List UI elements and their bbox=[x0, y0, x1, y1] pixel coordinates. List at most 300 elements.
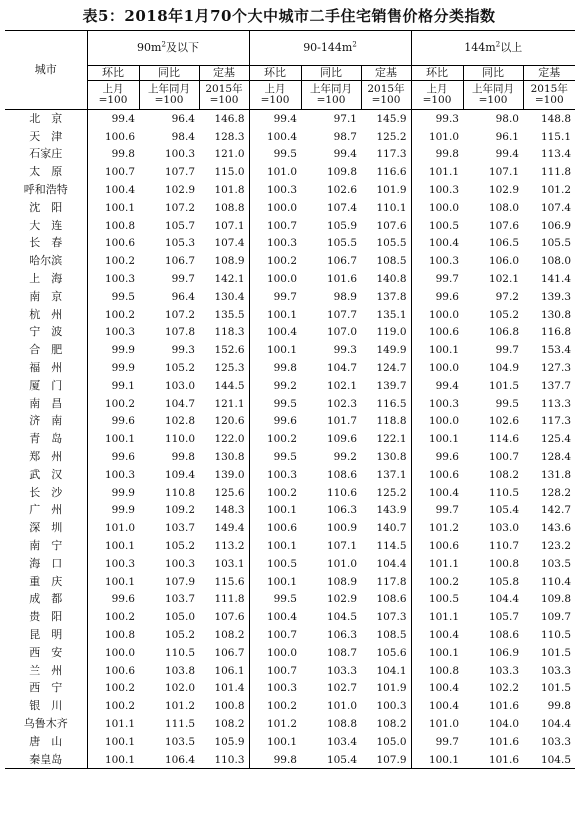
index-value: 100.3 bbox=[428, 255, 459, 268]
table-row bbox=[5, 110, 575, 128]
index-value: 100.1 bbox=[104, 201, 135, 214]
index-value: 103.1 bbox=[199, 555, 249, 573]
index-value: 101.1 bbox=[428, 166, 459, 179]
index-value: 100.7 bbox=[488, 451, 519, 464]
index-value: 101.0 bbox=[428, 717, 459, 730]
index-value: 107.1 bbox=[326, 540, 357, 553]
city-name: 沈 阳 bbox=[5, 199, 87, 217]
index-value: 100.3 bbox=[164, 148, 195, 161]
table-row bbox=[5, 430, 575, 448]
index-value: 99.9 bbox=[111, 362, 135, 375]
index-value: 100.1 bbox=[266, 575, 297, 588]
table-row bbox=[5, 341, 575, 359]
index-value: 100.3 bbox=[104, 326, 135, 339]
index-value: 100.2 bbox=[266, 433, 297, 446]
index-value: 148.8 bbox=[540, 112, 571, 125]
index-value: 97.2 bbox=[495, 290, 519, 303]
index-value: 124.7 bbox=[361, 359, 411, 377]
table-row bbox=[5, 288, 575, 306]
index-value: 96.4 bbox=[171, 290, 195, 303]
index-value: 125.2 bbox=[361, 484, 411, 502]
index-value: 101.2 bbox=[540, 184, 571, 197]
index-value: 99.7 bbox=[435, 273, 459, 286]
index-value: 100.1 bbox=[104, 540, 135, 553]
index-value: 143.6 bbox=[540, 522, 571, 535]
basis-line-1: 上年同月 bbox=[148, 83, 190, 95]
table-row bbox=[5, 466, 575, 484]
index-value: 117.8 bbox=[361, 573, 411, 591]
index-value: 125.2 bbox=[361, 128, 411, 146]
index-value: 101.6 bbox=[326, 273, 357, 286]
index-value: 100.2 bbox=[104, 611, 135, 624]
index-value: 106.5 bbox=[488, 237, 519, 250]
index-value: 105.9 bbox=[199, 733, 249, 751]
index-value: 105.4 bbox=[488, 504, 519, 517]
table-row bbox=[5, 697, 575, 715]
index-value: 100.3 bbox=[266, 682, 297, 695]
table-row bbox=[5, 680, 575, 698]
city-name: 呼和浩特 bbox=[5, 181, 87, 199]
index-value: 125.4 bbox=[540, 433, 571, 446]
index-value: 99.6 bbox=[111, 451, 135, 464]
index-value: 103.0 bbox=[488, 522, 519, 535]
index-value: 110.6 bbox=[326, 486, 357, 499]
index-value: 103.0 bbox=[164, 379, 195, 392]
table-row bbox=[5, 252, 575, 270]
city-name: 长 春 bbox=[5, 235, 87, 253]
index-type-header: 同比 bbox=[301, 66, 361, 81]
index-value: 146.8 bbox=[199, 110, 249, 128]
index-value: 100.3 bbox=[266, 237, 297, 250]
index-value: 100.2 bbox=[266, 486, 297, 499]
city-name: 南 昌 bbox=[5, 395, 87, 413]
city-name: 南 宁 bbox=[5, 537, 87, 555]
index-value: 96.4 bbox=[171, 112, 195, 125]
index-value: 105.0 bbox=[164, 611, 195, 624]
index-value: 107.6 bbox=[361, 217, 411, 235]
basis-line-1: 上月 bbox=[264, 83, 286, 95]
index-value: 100.8 bbox=[488, 557, 519, 570]
index-value: 107.9 bbox=[164, 575, 195, 588]
index-value: 96.1 bbox=[495, 130, 519, 143]
index-value: 101.2 bbox=[164, 700, 195, 713]
index-value: 137.7 bbox=[540, 379, 571, 392]
index-value: 100.3 bbox=[428, 397, 459, 410]
index-value: 107.7 bbox=[326, 308, 357, 321]
index-value: 109.6 bbox=[326, 433, 357, 446]
index-value: 100.3 bbox=[266, 468, 297, 481]
table-row bbox=[5, 733, 575, 751]
index-value: 99.3 bbox=[435, 112, 459, 125]
index-value: 108.2 bbox=[199, 715, 249, 733]
index-value: 100.2 bbox=[104, 397, 135, 410]
index-value: 108.9 bbox=[326, 575, 357, 588]
price-index-table bbox=[5, 30, 575, 769]
city-name: 天 津 bbox=[5, 128, 87, 146]
index-value: 100.1 bbox=[266, 504, 297, 517]
index-value: 106.4 bbox=[139, 751, 199, 769]
index-value: 142.1 bbox=[199, 270, 249, 288]
index-value: 100.4 bbox=[266, 130, 297, 143]
city-name: 唐 山 bbox=[5, 733, 87, 751]
index-value: 115.6 bbox=[199, 573, 249, 591]
city-name: 武 汉 bbox=[5, 466, 87, 484]
city-name: 青 岛 bbox=[5, 430, 87, 448]
index-value: 121.1 bbox=[199, 395, 249, 413]
index-value: 99.5 bbox=[495, 397, 519, 410]
basis-line-1: 上月 bbox=[102, 83, 124, 95]
index-value: 130.8 bbox=[540, 308, 571, 321]
index-value: 111.8 bbox=[540, 166, 571, 179]
index-value: 113.3 bbox=[540, 397, 571, 410]
index-value: 100.2 bbox=[104, 700, 135, 713]
index-value: 128.2 bbox=[540, 486, 571, 499]
city-name: 秦皇岛 bbox=[5, 751, 87, 769]
index-value: 100.8 bbox=[428, 664, 459, 677]
index-value: 139.0 bbox=[199, 466, 249, 484]
index-value: 101.0 bbox=[326, 700, 357, 713]
index-value: 99.7 bbox=[495, 344, 519, 357]
index-value: 101.1 bbox=[428, 611, 459, 624]
index-value: 100.1 bbox=[104, 433, 135, 446]
index-value: 149.9 bbox=[361, 341, 411, 359]
basis-line-2: =100 bbox=[316, 94, 346, 106]
index-value: 100.2 bbox=[266, 700, 297, 713]
index-value: 125.6 bbox=[199, 484, 249, 502]
index-value: 128.3 bbox=[199, 128, 249, 146]
index-value: 107.3 bbox=[361, 608, 411, 626]
index-value: 99.6 bbox=[111, 415, 135, 428]
index-value: 99.7 bbox=[171, 273, 195, 286]
index-value: 101.8 bbox=[199, 181, 249, 199]
index-value: 106.7 bbox=[326, 255, 357, 268]
index-value: 115.1 bbox=[540, 130, 571, 143]
basis-line-1: 2015年 bbox=[367, 83, 405, 95]
table-row bbox=[5, 270, 575, 288]
city-name: 深 圳 bbox=[5, 519, 87, 537]
index-value: 106.3 bbox=[326, 629, 357, 641]
index-value: 97.1 bbox=[333, 112, 357, 125]
basis-line-1: 2015年 bbox=[205, 83, 243, 95]
index-value: 105.2 bbox=[164, 362, 195, 375]
size-group-sup: 2 bbox=[161, 40, 166, 49]
index-value: 102.9 bbox=[488, 184, 519, 197]
index-value: 103.7 bbox=[164, 593, 195, 606]
index-basis-header bbox=[87, 81, 139, 110]
index-value: 100.0 bbox=[266, 201, 297, 214]
index-value: 101.6 bbox=[488, 700, 519, 713]
index-value: 99.8 bbox=[435, 148, 459, 161]
table-row bbox=[5, 359, 575, 377]
index-value: 101.5 bbox=[540, 646, 571, 659]
index-value: 103.5 bbox=[164, 735, 195, 748]
city-name: 西 安 bbox=[5, 644, 87, 662]
index-value: 106.7 bbox=[199, 644, 249, 662]
index-value: 100.6 bbox=[104, 130, 135, 143]
index-value: 117.3 bbox=[540, 415, 571, 428]
index-value: 102.9 bbox=[326, 593, 357, 606]
index-value: 143.9 bbox=[361, 502, 411, 520]
index-value: 111.8 bbox=[199, 591, 249, 609]
index-value: 100.6 bbox=[104, 237, 135, 250]
table-row bbox=[5, 484, 575, 502]
basis-line-2: =100 bbox=[478, 94, 508, 106]
index-value: 125.3 bbox=[199, 359, 249, 377]
index-value: 140.8 bbox=[361, 270, 411, 288]
index-value: 99.8 bbox=[547, 700, 571, 713]
table-header bbox=[5, 31, 575, 110]
index-value: 110.3 bbox=[199, 751, 249, 769]
index-value: 120.6 bbox=[199, 413, 249, 431]
table-body bbox=[5, 110, 575, 769]
index-value: 100.3 bbox=[361, 697, 411, 715]
index-value: 99.9 bbox=[111, 344, 135, 357]
index-value: 106.8 bbox=[488, 326, 519, 339]
index-value: 99.4 bbox=[333, 148, 357, 161]
table-row bbox=[5, 608, 575, 626]
index-value: 103.3 bbox=[540, 664, 571, 677]
index-value: 144.5 bbox=[199, 377, 249, 395]
index-value: 100.1 bbox=[428, 344, 459, 357]
city-name: 海 口 bbox=[5, 555, 87, 573]
index-value: 108.0 bbox=[488, 201, 519, 214]
index-value: 100.3 bbox=[266, 184, 297, 197]
index-basis-header bbox=[199, 81, 249, 110]
index-value: 100.0 bbox=[428, 362, 459, 375]
index-value: 105.7 bbox=[164, 219, 195, 232]
index-value: 99.7 bbox=[435, 735, 459, 748]
basis-line-1: 上年同月 bbox=[472, 83, 514, 95]
index-value: 108.0 bbox=[540, 255, 571, 268]
index-value: 105.8 bbox=[488, 575, 519, 588]
index-value: 100.7 bbox=[266, 219, 297, 232]
table-row bbox=[5, 324, 575, 342]
index-value: 114.6 bbox=[488, 433, 519, 446]
city-name: 昆 明 bbox=[5, 626, 87, 644]
size-group-sup: 2 bbox=[495, 40, 501, 49]
index-value: 100.6 bbox=[104, 664, 135, 677]
index-type-header: 同比 bbox=[463, 66, 523, 81]
city-name: 合 肥 bbox=[5, 341, 87, 359]
index-value: 109.4 bbox=[164, 468, 195, 481]
index-value: 100.3 bbox=[164, 557, 195, 570]
index-value: 153.4 bbox=[540, 344, 571, 357]
index-value: 105.7 bbox=[488, 611, 519, 624]
index-value: 101.0 bbox=[428, 130, 459, 143]
index-value: 99.8 bbox=[249, 751, 301, 769]
basis-line-2: =100 bbox=[260, 94, 290, 106]
index-value: 99.3 bbox=[333, 344, 357, 357]
index-value: 105.2 bbox=[488, 308, 519, 321]
index-value: 99.5 bbox=[273, 451, 297, 464]
index-value: 100.1 bbox=[428, 433, 459, 446]
index-basis-header bbox=[139, 81, 199, 110]
index-value: 102.9 bbox=[164, 184, 195, 197]
city-name: 兰 州 bbox=[5, 662, 87, 680]
table-row bbox=[5, 448, 575, 466]
index-type-header: 定基 bbox=[523, 66, 575, 81]
index-value: 100.4 bbox=[266, 611, 297, 624]
index-value: 108.2 bbox=[199, 626, 249, 644]
index-value: 104.9 bbox=[488, 362, 519, 375]
index-value: 99.2 bbox=[273, 379, 297, 392]
index-value: 100.7 bbox=[266, 629, 297, 641]
index-value: 100.5 bbox=[428, 593, 459, 606]
index-value: 107.6 bbox=[488, 219, 519, 232]
index-value: 100.7 bbox=[104, 166, 135, 179]
index-value: 100.0 bbox=[266, 646, 297, 659]
index-value: 99.8 bbox=[111, 148, 135, 161]
index-value: 137.8 bbox=[361, 288, 411, 306]
index-value: 102.2 bbox=[488, 682, 519, 695]
index-value: 100.1 bbox=[266, 735, 297, 748]
index-value: 108.2 bbox=[488, 468, 519, 481]
index-value: 100.3 bbox=[428, 184, 459, 197]
index-value: 99.7 bbox=[273, 290, 297, 303]
index-value: 100.3 bbox=[104, 273, 135, 286]
index-value: 99.9 bbox=[111, 504, 135, 517]
index-value: 103.4 bbox=[326, 735, 357, 748]
table-row bbox=[5, 519, 575, 537]
index-value: 103.3 bbox=[326, 664, 357, 677]
index-value: 100.1 bbox=[104, 575, 135, 588]
index-value: 100.4 bbox=[428, 486, 459, 499]
index-value: 109.8 bbox=[540, 593, 571, 606]
index-basis-header bbox=[523, 81, 575, 110]
index-value: 100.4 bbox=[428, 237, 459, 250]
index-value: 99.4 bbox=[111, 112, 135, 125]
index-value: 103.3 bbox=[540, 735, 571, 748]
index-value: 117.3 bbox=[361, 146, 411, 164]
index-value: 101.0 bbox=[266, 166, 297, 179]
index-value: 100.1 bbox=[266, 540, 297, 553]
index-value: 100.4 bbox=[104, 184, 135, 197]
index-value: 100.5 bbox=[266, 557, 297, 570]
index-value: 110.8 bbox=[164, 486, 195, 499]
index-value: 101.9 bbox=[361, 680, 411, 698]
index-value: 104.4 bbox=[540, 717, 571, 730]
index-value: 118.3 bbox=[199, 324, 249, 342]
index-value: 99.7 bbox=[435, 504, 459, 517]
index-value: 109.2 bbox=[164, 504, 195, 517]
index-value: 152.6 bbox=[199, 341, 249, 359]
index-value: 100.8 bbox=[199, 697, 249, 715]
index-value: 105.2 bbox=[164, 629, 195, 641]
index-value: 100.1 bbox=[411, 751, 463, 769]
index-value: 98.0 bbox=[495, 112, 519, 125]
index-type-header: 环比 bbox=[411, 66, 463, 81]
index-value: 101.1 bbox=[428, 557, 459, 570]
index-value: 101.6 bbox=[463, 751, 523, 769]
index-value: 116.6 bbox=[361, 163, 411, 181]
city-name: 北 京 bbox=[5, 110, 87, 128]
basis-line-2: =100 bbox=[209, 94, 239, 106]
index-value: 100.3 bbox=[104, 468, 135, 481]
index-value: 99.3 bbox=[171, 344, 195, 357]
index-basis-header bbox=[361, 81, 411, 110]
index-value: 130.8 bbox=[199, 448, 249, 466]
index-value: 99.4 bbox=[273, 112, 297, 125]
index-type-header: 环比 bbox=[87, 66, 139, 81]
index-value: 100.2 bbox=[104, 682, 135, 695]
city-name: 大 连 bbox=[5, 217, 87, 235]
index-value: 109.7 bbox=[540, 611, 571, 624]
table-row bbox=[5, 377, 575, 395]
index-value: 100.6 bbox=[428, 468, 459, 481]
basis-line-2: =100 bbox=[422, 94, 452, 106]
index-value: 100.9 bbox=[326, 522, 357, 535]
table-row bbox=[5, 751, 575, 769]
table-row bbox=[5, 413, 575, 431]
index-value: 145.9 bbox=[361, 110, 411, 128]
index-value: 101.2 bbox=[266, 717, 297, 730]
table-row bbox=[5, 163, 575, 181]
index-value: 104.0 bbox=[488, 717, 519, 730]
index-value: 122.0 bbox=[199, 430, 249, 448]
index-value: 128.4 bbox=[540, 451, 571, 464]
index-value: 110.5 bbox=[540, 629, 571, 641]
basis-line-1: 上年同月 bbox=[310, 83, 352, 95]
index-value: 99.1 bbox=[111, 379, 135, 392]
index-value: 100.8 bbox=[104, 629, 135, 641]
city-name: 哈尔滨 bbox=[5, 252, 87, 270]
city-name: 乌鲁木齐 bbox=[5, 715, 87, 733]
index-value: 104.7 bbox=[164, 397, 195, 410]
city-name: 太 原 bbox=[5, 163, 87, 181]
city-name: 西 宁 bbox=[5, 680, 87, 698]
index-value: 99.4 bbox=[435, 379, 459, 392]
index-value: 99.5 bbox=[111, 290, 135, 303]
header-row-basis bbox=[5, 81, 575, 110]
index-value: 107.1 bbox=[488, 166, 519, 179]
index-basis-header bbox=[301, 81, 361, 110]
index-value: 108.6 bbox=[488, 629, 519, 641]
table-row bbox=[5, 217, 575, 235]
index-value: 102.3 bbox=[326, 397, 357, 410]
size-group-tail: 以上 bbox=[500, 41, 523, 54]
index-basis-header bbox=[249, 81, 301, 110]
index-value: 106.1 bbox=[199, 662, 249, 680]
index-value: 100.4 bbox=[428, 629, 459, 641]
city-name: 宁 波 bbox=[5, 324, 87, 342]
index-value: 101.6 bbox=[488, 735, 519, 748]
index-value: 110.0 bbox=[164, 433, 195, 446]
index-value: 107.4 bbox=[326, 201, 357, 214]
index-value: 108.5 bbox=[361, 626, 411, 644]
index-value: 100.2 bbox=[104, 255, 135, 268]
index-value: 99.8 bbox=[171, 451, 195, 464]
index-value: 100.6 bbox=[428, 326, 459, 339]
basis-line-2: =100 bbox=[534, 94, 564, 106]
size-group-base: 144m bbox=[464, 41, 496, 54]
index-value: 141.4 bbox=[540, 273, 571, 286]
index-value: 105.5 bbox=[326, 237, 357, 250]
index-value: 102.8 bbox=[164, 415, 195, 428]
index-value: 107.9 bbox=[361, 751, 411, 769]
city-name: 厦 门 bbox=[5, 377, 87, 395]
index-value: 142.7 bbox=[540, 504, 571, 517]
index-value: 110.7 bbox=[488, 540, 519, 553]
index-value: 122.1 bbox=[361, 430, 411, 448]
index-value: 110.5 bbox=[164, 646, 195, 659]
index-value: 101.9 bbox=[361, 181, 411, 199]
index-value: 101.7 bbox=[326, 415, 357, 428]
index-value: 102.0 bbox=[164, 682, 195, 695]
size-group-header bbox=[411, 31, 575, 66]
index-value: 108.2 bbox=[361, 715, 411, 733]
index-value: 106.0 bbox=[488, 255, 519, 268]
index-value: 105.6 bbox=[361, 644, 411, 662]
